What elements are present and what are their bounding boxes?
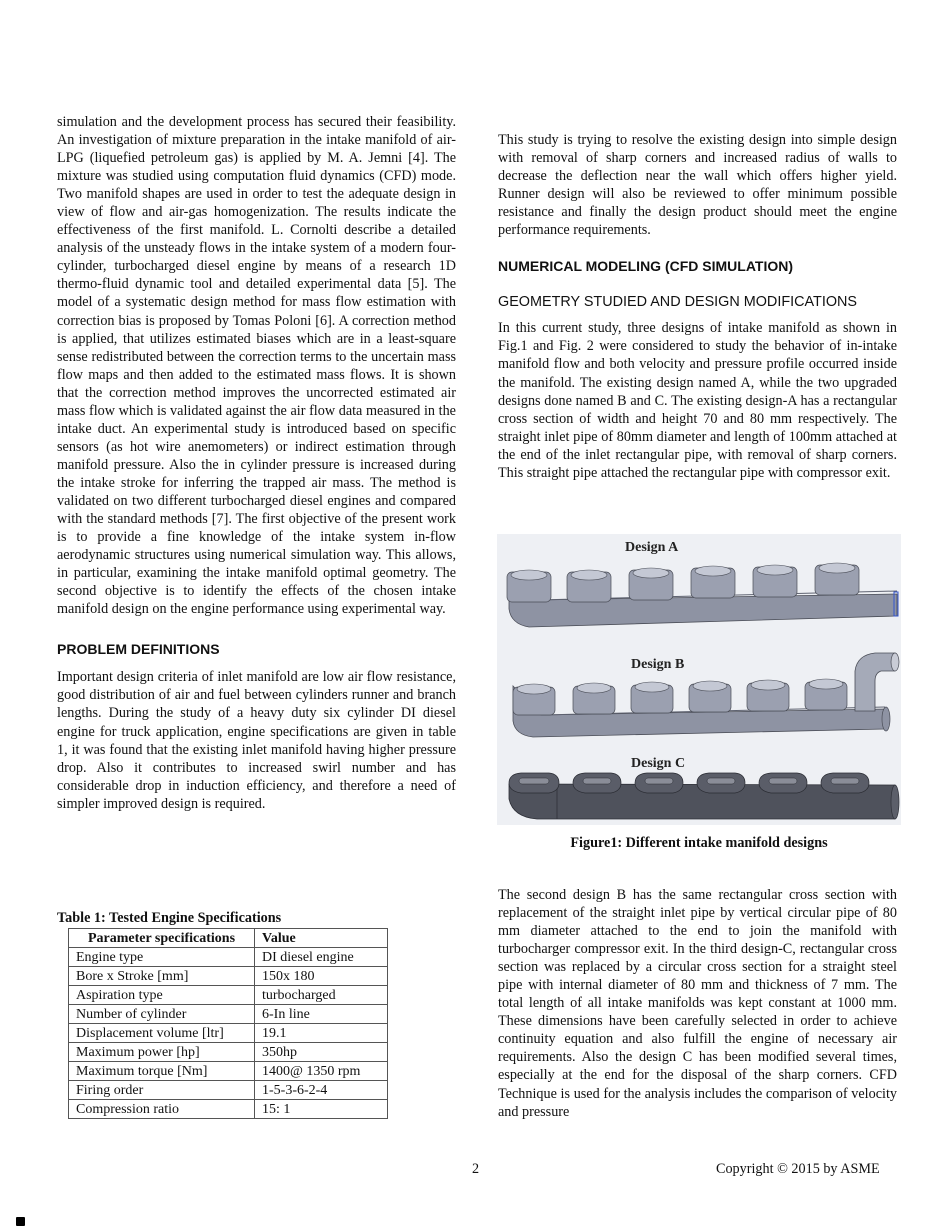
- second-design-paragraph: The second design B has the same rectangular cross section with replacement of the straight inlet pipe by vertical circular pipe of 80 mm diameter attached to the end to join the manifold with turbocharger compressor exit. In the third design-C, rectangular cross section was replaced by a circular cross section for a straight steel pipe with internal diameter of 80 mm and thickness of 7 mm. The total length of all intake manifolds was kept constant at 1000 mm. These dimensions have been carefully selected in order to achieve continuity equation and also fulfill the engine of necessary air requirements. Also the design C has been modified several times, especially at the end for the disposal of the sharp corners. CFD Technique is used for the analysis includes the comparison of velocity and pressure: [498, 887, 897, 1120]
- table-row: [69, 967, 388, 986]
- left-column: [57, 113, 456, 813]
- problem-definitions-heading: PROBLEM DEFINITIONS: [57, 641, 220, 658]
- table-row: [69, 1062, 388, 1081]
- parameter-cell: Bore x Stroke [mm]: [69, 967, 255, 986]
- intro-paragraph: simulation and the development process has secured their feasibility. An investigation of mixture preparation in the intake manifold of air-LPG (liquefied petroleum gas) is applied by M. A. Jemni [4]. The mixture was studied using computation fluid dynamics (CFD) mode. Two manifold shapes are used in order to test the adequate design in view of flow and air-gas homogenization. The results indicate the effectiveness of the first manifold. L. Cornolti describe a detailed analysis of the unsteady flows in the intake system of a modern four-cylinder, turbocharged diesel engine by means of a research 1D thermo-fluid dynamic tool and detailed experimental data [5]. The model of a systematic design method for mass flow estimation with correction bias is proposed by Tomas Poloni [6]. A correction method is applied, that utilizes estimated biases which are in a least-square sense redistributed between the correction terms to the uncertain mass flow maps and then added to the estimated mass flows. It is shown that the correction method improves the uncorrected estimated air mass flow which is validated against the air flow data measured in the intake duct. An experimental study is introduced based on specific sensors (as hot wire anemometers) or indirect estimation through manifold pressure. Also the in cylinder pressure is increased during the intake stroke for inferring the trapped air mass. The method is validated on two different turbocharged diesel engines and compared with the standard methods [7]. The first objective of the present work is to provide a fine knowledge of the intake system in-flow aerodynamic structures using numerical simulation way. This allows, in particular, examining the intake manifold optimal geometry. The second objective is to identify the effects of the chosen intake manifold design on the engine performance using experimental way.: [57, 114, 456, 618]
- parameter-cell: Displacement volume [ltr]: [69, 1024, 255, 1043]
- geometry-heading: GEOMETRY STUDIED AND DESIGN MODIFICATIONS: [498, 294, 858, 311]
- numerical-modeling-heading: NUMERICAL MODELING (CFD SIMULATION): [498, 258, 794, 275]
- value-cell: 1-5-3-6-2-4: [255, 1081, 388, 1100]
- table-header-row: [69, 929, 388, 948]
- value-cell: DI diesel engine: [255, 948, 388, 967]
- page-number: 2: [472, 1161, 480, 1177]
- parameter-cell: Compression ratio: [69, 1100, 255, 1119]
- study-paragraph: This study is trying to resolve the existing design into simple design with removal of sharp corners and increased radius of walls to decrease the deflection near the wall which offers higher yield. Runner design will also be reviewed to offer minimum possible resistance and finally the design product should meet the engine performance requirements.: [498, 132, 897, 239]
- corner-marker-icon: [16, 1217, 25, 1226]
- value-cell: turbocharged: [255, 986, 388, 1005]
- parameter-cell: Number of cylinder: [69, 1005, 255, 1024]
- table-row: [69, 1081, 388, 1100]
- table-row: [69, 1043, 388, 1062]
- design-b-label: Design B: [631, 657, 685, 672]
- parameter-cell: Maximum power [hp]: [69, 1043, 255, 1062]
- table-row: [69, 948, 388, 967]
- table-header-value: Value: [255, 929, 388, 948]
- value-cell: 19.1: [255, 1024, 388, 1043]
- table-row: [69, 1005, 388, 1024]
- figure-1-caption: Figure1: Different intake manifold designs: [570, 835, 828, 851]
- parameter-cell: Maximum torque [Nm]: [69, 1062, 255, 1081]
- value-cell: 150x 180: [255, 967, 388, 986]
- table-row: [69, 986, 388, 1005]
- value-cell: 1400@ 1350 rpm: [255, 1062, 388, 1081]
- copyright-notice: Copyright © 2015 by ASME: [716, 1161, 880, 1177]
- design-a-image: [497, 534, 901, 631]
- table-row: [69, 1100, 388, 1119]
- design-c-label: Design C: [631, 756, 686, 771]
- right-column-continued: [498, 886, 897, 1121]
- value-cell: 350hp: [255, 1043, 388, 1062]
- problem-paragraph: Important design criteria of inlet manifold are low air flow resistance, good distribution of air and fuel between cylinders runner and branch lengths. During the study of a heavy duty six cylinder DI diesel engine for truck application, engine specifications are given in table 1, it was found that the existing inlet manifold having higher pressure drop. Also it contributes to increased swirl number and has considerable drop in induction efficiency, and therefore a need of simpler improved design is required.: [57, 669, 456, 812]
- design-b-image: [497, 631, 901, 739]
- design-a-label: Design A: [625, 540, 679, 555]
- figure-1: [497, 534, 901, 825]
- right-column: [498, 131, 897, 482]
- geometry-paragraph: In this current study, three designs of intake manifold as shown in Fig.1 and Fig. 2 were considered to study the behavior of in-intake manifold flow and both velocity and pressure profile occurred inside the manifold. The existing design named A, while the two upgraded designs done named B and C. The existing design-A has a rectangular cross section of width and height 70 and 80 mm respectively. The straight inlet pipe of 80mm diameter and length of 100mm attached at the end of the inlet rectangular pipe, with removal of sharp corners. This straight pipe attached the rectangular pipe with compressor exit.: [498, 320, 897, 481]
- table-caption: Table 1: Tested Engine Specifications: [57, 910, 282, 926]
- parameter-cell: Firing order: [69, 1081, 255, 1100]
- engine-spec-table: [68, 928, 388, 1119]
- value-cell: 15: 1: [255, 1100, 388, 1119]
- table-header-parameter: Parameter specifications: [69, 929, 255, 948]
- value-cell: 6-In line: [255, 1005, 388, 1024]
- parameter-cell: Aspiration type: [69, 986, 255, 1005]
- table-row: [69, 1024, 388, 1043]
- design-c-image: [497, 739, 901, 825]
- parameter-cell: Engine type: [69, 948, 255, 967]
